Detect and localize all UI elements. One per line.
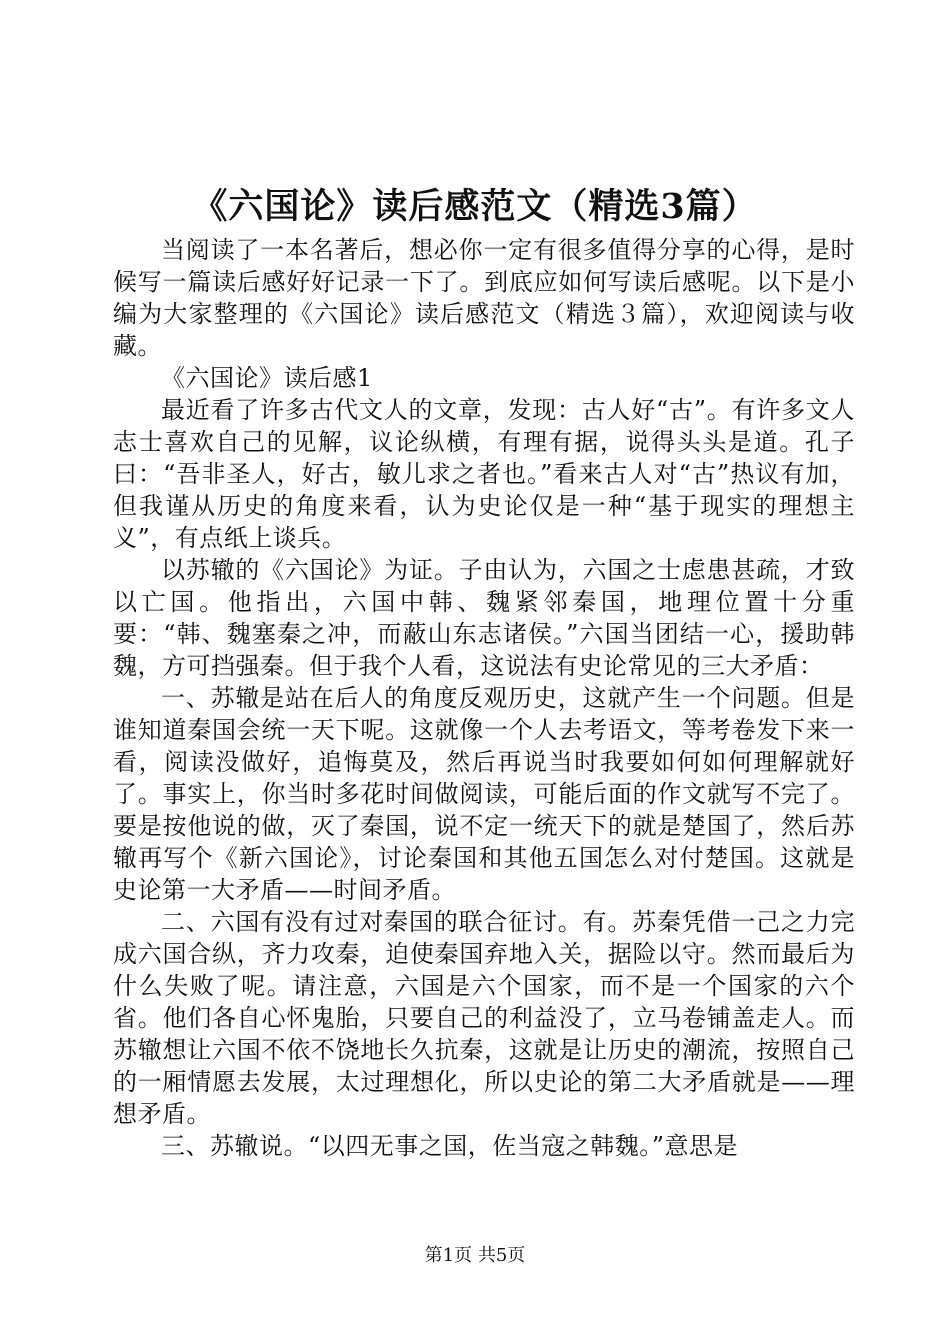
intro-paragraph: 当阅读了一本名著后，想必你一定有很多值得分享的心得，是时候写一篇读后感好好记录一下了。到底应如何写读后感呢。以下是小编为大家整理的《六国论》读后感范文（精选３篇），欢迎阅读与收藏。: [113, 236, 855, 360]
page-number-footer: 第1页 共5页: [424, 1245, 526, 1266]
body-paragraph: 一、苏辙是站在后人的角度反观历史，这就产生一个问题。但是谁知道秦国会统一天下呢。这就像一个人去考语文，等考卷发下来一看，阅读没做好，追悔莫及，然后再说当时我要如何如何理解就好了。事实上，你当时多花时间做阅读，可能后面的作文就写不完了。要是按他说的做，灭了秦国，说不定一统天下的就是楚国了，然后苏辙再写个《新六国论》，讨论秦国和其他五国怎么对付楚国。这就是史论第一大矛盾——时间矛盾。: [113, 684, 855, 904]
body-paragraph: 以苏辙的《六国论》为证。子由认为，六国之士虑患甚疏，才致以亡国。他指出，六国中韩、魏紧邻秦国，地理位置十分重要：“韩、魏塞秦之冲，而蔽山东志诸侯。”六国当团结一心，援助韩魏，方可挡强秦。但于我个人看，这说法有史论常见的三大矛盾：: [113, 556, 855, 680]
body-paragraph: 最近看了许多古代文人的文章，发现：古人好“古”。有许多文人志士喜欢自己的见解，议论纵横，有理有据，说得头头是道。孔子曰：“吾非圣人，好古，敏儿求之者也。”看来古人对“古”热议有加，但我谨从历史的角度来看，认为史论仅是一种“基于现实的理想主义”，有点纸上谈兵。: [113, 396, 855, 552]
section-heading: 《六国论》读后感1: [161, 364, 373, 392]
body-paragraph: 二、六国有没有过对秦国的联合征讨。有。苏秦凭借一己之力完成六国合纵，齐力攻秦，迫使秦国弃地入关，据险以守。然而最后为什么失败了呢。请注意，六国是六个国家，而不是一个国家的六个省。他们各自心怀鬼胎，只要自己的利益没了，立马卷铺盖走人。而苏辙想让六国不依不饶地长久抗秦，这就是让历史的潮流，按照自己的一厢情愿去发展，太过理想化，所以史论的第二大矛盾就是——理想矛盾。: [113, 908, 855, 1128]
body-paragraph: 三、苏辙说。“以四无事之国，佐当寇之韩魏。”意思是: [161, 1132, 739, 1160]
document-title: 《六国论》读后感范文（精选3篇）: [192, 186, 758, 227]
document-body: [113, 234, 855, 1162]
